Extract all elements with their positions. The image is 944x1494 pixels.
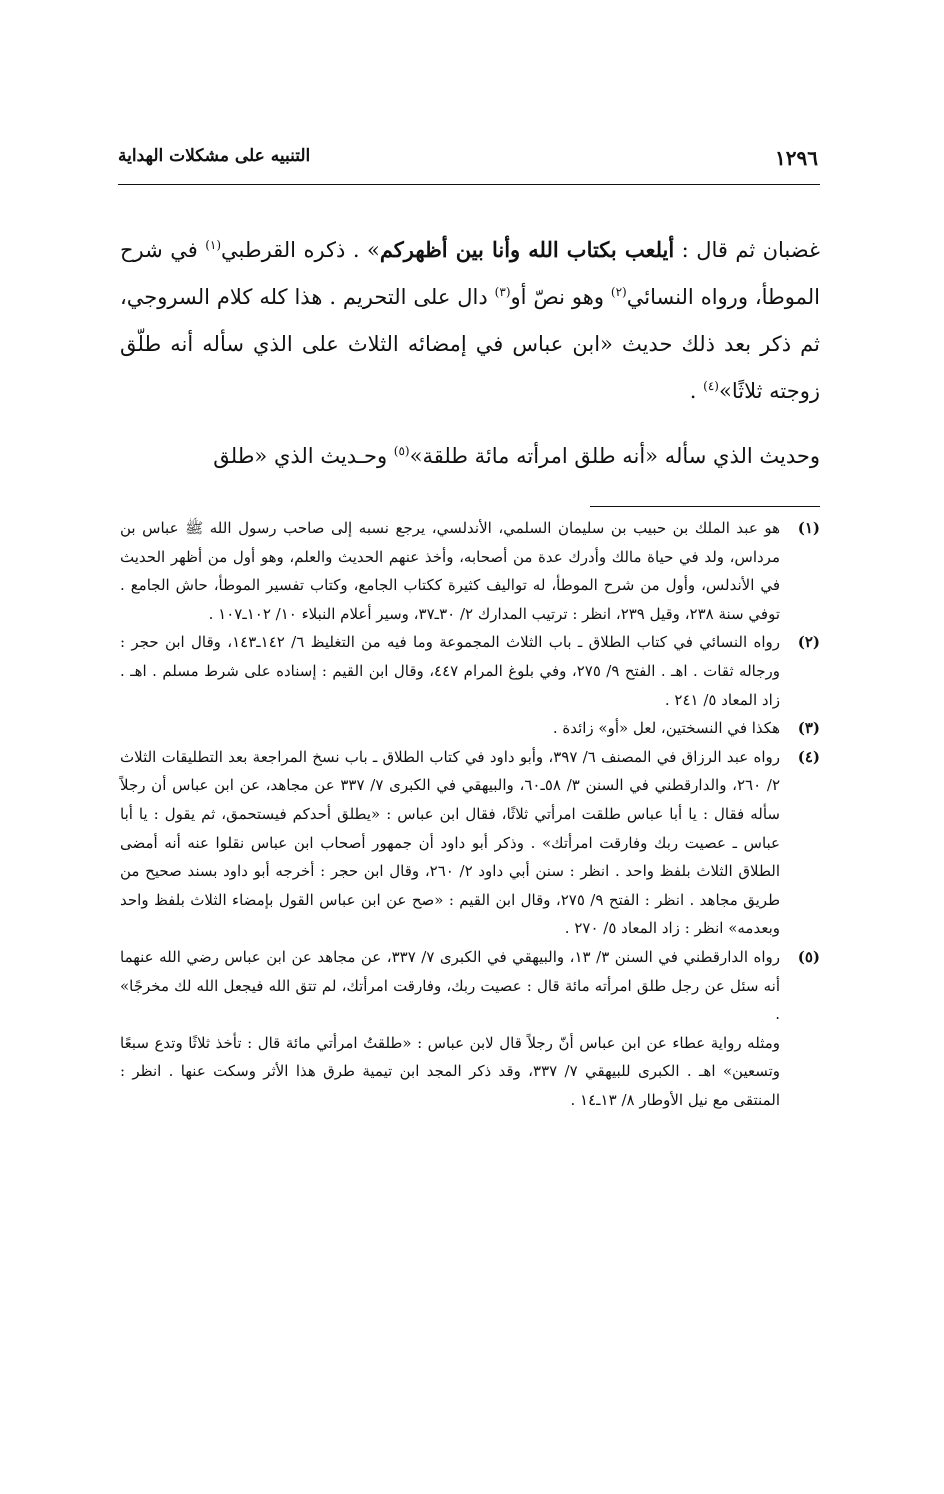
- page-number: ١٢٩٦: [775, 146, 818, 170]
- text-run: وحديث الذي سأله «أنه طلق امرأته مائة طلقة»: [409, 444, 820, 468]
- paragraph-2: [120, 433, 820, 480]
- footnote-text: هكذا في النسختين، لعل «أو» زائدة .: [552, 719, 780, 738]
- footnotes: [120, 514, 820, 1114]
- footnote-marker: (٥): [393, 444, 410, 458]
- footnote-separator: [590, 506, 820, 507]
- footnote-2: [120, 628, 820, 714]
- main-text: [120, 226, 820, 480]
- footnote-marker: (١): [205, 238, 222, 252]
- footnote-number: (٣): [797, 719, 820, 738]
- paragraph-1: [120, 226, 820, 415]
- footnote-3: [120, 714, 820, 743]
- footnote-number: (٤): [797, 747, 820, 766]
- footnote-marker: (٣): [494, 285, 511, 299]
- running-title: التنبيه على مشكلات الهداية: [118, 146, 311, 166]
- text-run: دال على التحريم . هذا كله كلام السروجي، ثم ذكر بعد ذلك حديث «ابن عباس في إمضائه الثلاث على الذي سأله أنه طلّق زوجته ثلاثًا»: [120, 285, 820, 403]
- footnote-number: (٢): [797, 633, 820, 652]
- header-rule: [118, 184, 820, 185]
- footnote-1: [120, 514, 820, 628]
- footnote-text: رواه النسائي في كتاب الطلاق ـ باب الثلاث المجموعة وما فيه من التغليظ ٦/ ١٤٢ـ١٤٣، وقال ابن حجر : ورجاله ثقات . اهـ . الفتح ٩/ ٢٧٥، وفي بلوغ المرام ٤٤٧، وقال ابن القيم : إسناده على شرط مسلم . اهـ . زاد المعاد ٥/ ٢٤١ .: [120, 633, 781, 709]
- page-header: [118, 146, 818, 180]
- footnote-text: هو عبد الملك بن حبيب بن سليمان السلمي، الأندلسي، يرجع نسبه إلى صاحب رسول الله ﷺ عباس بن مرداس، ولد في حياة مالك وأدرك عدة من أصحابه، وأخذ عنهم الحديث والعلم، وهو أول من أظهر الحديث في الأندلس، وأول من شرح الموطأ، له تواليف كثيرة ككتاب الجامع، وكتاب تفسير الموطأ، حاش الجامع . توفي سنة ٢٣٨، وقيل ٢٣٩، انظر : ترتيب المدارك ٢/ ٣٠ـ٣٧، وسير أعلام النبلاء ١٠/ ١٠٢ـ١٠٧ .: [120, 519, 780, 623]
- footnote-number: (٥): [797, 947, 820, 966]
- footnote-4: [120, 743, 820, 943]
- text-run: » . ذكره القرطبي: [221, 238, 380, 262]
- quoted-hadith: أيلعب بكتاب الله وأنا بين أظهركم: [379, 237, 675, 262]
- text-run: في شرح الموطأ، ورواه النسائي: [120, 238, 820, 309]
- footnote-text: رواه عبد الرزاق في المصنف ٦/ ٣٩٧، وأبو داود في كتاب الطلاق ـ باب نسخ المراجعة بعد التطليقات الثلاث ٢/ ٢٦٠، والدارقطني في السنن ٣/ ٥٨ـ٦٠، والبيهقي في الكبرى ٧/ ٣٣٧ عن مجاهد، عن ابن عباس أن رجلاً سأله فقال : يا أبا عباس طلقت امرأتي ثلاثًا، فقال ابن عباس : «يطلق أحدكم فيستحمق، ثم يقول : يا أبا عباس ـ عصيت ربك وفارقت امرأتك» . وذكر أبو داود أن جمهور أصحاب ابن عباس نقلوا عنه أنه أمضى الطلاق الثلاث بلفظ واحد . انظر : سنن أبي داود ٢/ ٢٦٠، وقال ابن حجر : أخرجه أبو داود بسند صحيح من طريق مجاهد . انظر : الفتح ٩/ ٢٧٥، وقال ابن القيم : «صح عن ابن عباس القول بإمضاء الثلاث بلفظ واحد وبعدمه» انظر : زاد المعاد ٥/ ٢٧٠ .: [120, 747, 781, 938]
- text-run: .: [689, 379, 704, 403]
- footnote-marker: (٢): [610, 285, 627, 299]
- footnote-5-continuation: ومثله رواية عطاء عن ابن عباس أنّ رجلاً قال لابن عباس : «طلقتُ امرأتي مائة قال : تأخذ ثلاثًا وتدع سبعًا وتسعين» اهـ . الكبرى للبيهقي ٧/ ٣٣٧، وقد ذكر المجد ابن تيمية طرق هذا الأثر وسكت عنها . انظر : المنتقى مع نيل الأوطار ٨/ ١٣ـ١٤ .: [120, 1033, 781, 1109]
- text-run: وحـديث الذي «طلق: [213, 444, 394, 468]
- footnote-5: [120, 943, 820, 1029]
- text-run: وهو نصّ أو: [510, 285, 611, 309]
- footnote-marker: (٤): [703, 379, 719, 393]
- footnote-number: (١): [797, 519, 820, 537]
- text-run: غضبان ثم قال :: [674, 238, 820, 262]
- footnote-text: رواه الدارقطني في السنن ٣/ ١٣، والبيهقي في الكبرى ٧/ ٣٣٧، عن مجاهد عن ابن عباس رضي الله عنهما أنه سئل عن رجل طلق امرأته مائة قال : عصيت ربك، وفارقت امرأتك، لم تتق الله فيجعل الله لك مخرجًا» .: [120, 947, 781, 1024]
